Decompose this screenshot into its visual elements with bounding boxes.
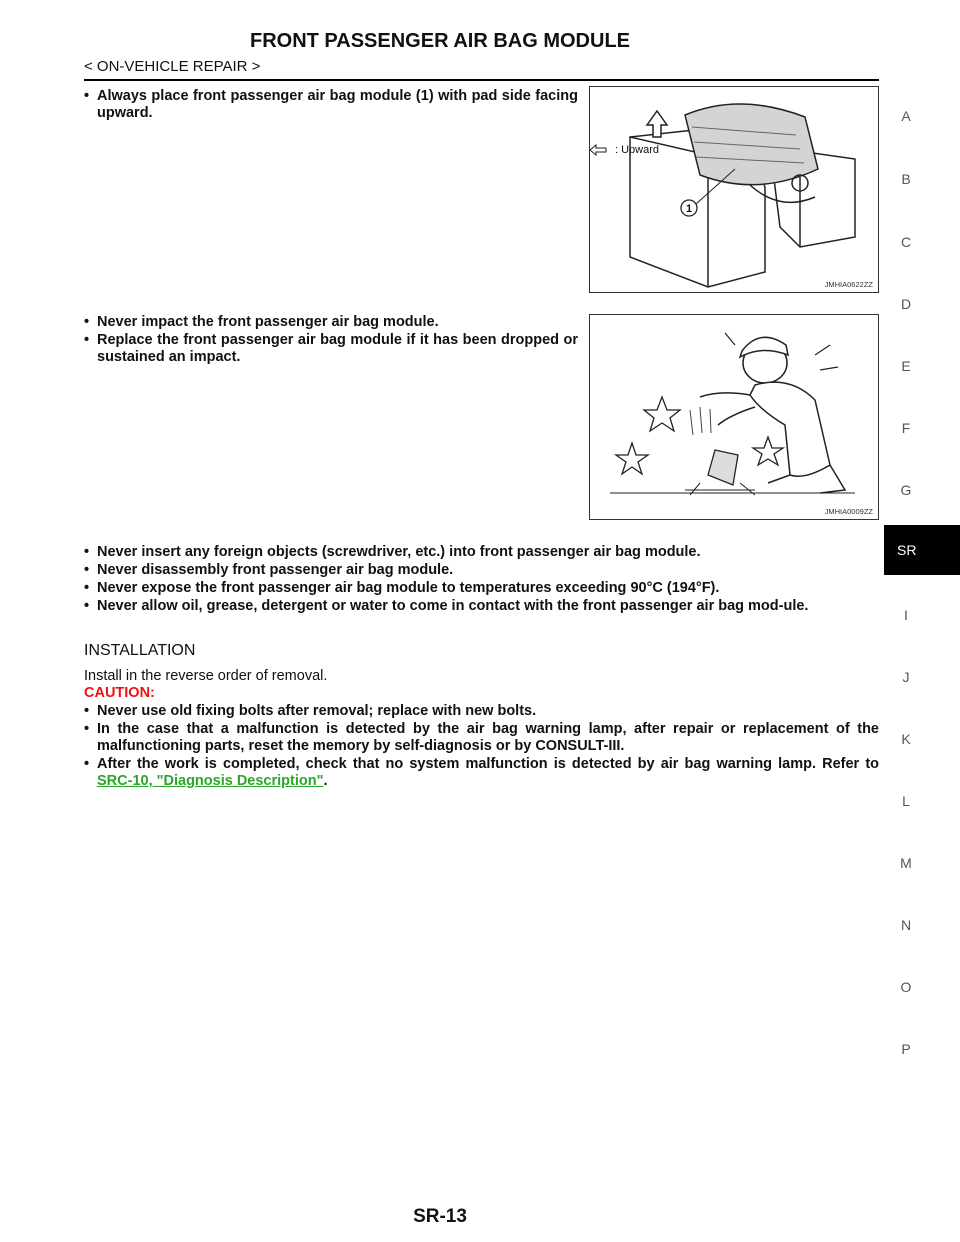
- index-tab-d[interactable]: D: [900, 296, 912, 312]
- index-tab-j[interactable]: J: [902, 669, 910, 685]
- bullet-item: • In the case that a malfunction is detected by the air bag warning lamp, after repair or replacement of the malfunctioning parts, reset the memory by self-diagnosis or by CONSULT-III.: [84, 721, 879, 755]
- figure-id: JMHIA0009ZZ: [824, 507, 873, 516]
- bullet-text: After the work is completed, check that no system malfunction is detected by air bag warning lamp. Refer to: [97, 756, 879, 772]
- dropped-module-figure: [589, 314, 879, 520]
- figure-id: JMHIA0622ZZ: [824, 280, 873, 289]
- installation-heading: INSTALLATION: [84, 642, 196, 659]
- index-tab-i[interactable]: I: [904, 607, 908, 623]
- prohibition-bullets: [84, 544, 879, 616]
- index-tab-l[interactable]: L: [902, 793, 910, 809]
- index-tab-o[interactable]: O: [900, 979, 912, 995]
- bullet-item: • Never allow oil, grease, detergent or water to come in contact with the front passenger air bag mod-ule.: [84, 598, 879, 615]
- section-index-tabs: [884, 0, 960, 1242]
- caution-label: CAUTION:: [84, 685, 155, 701]
- bullet-item: • Replace the front passenger air bag module if it has been dropped or sustained an impact.: [84, 332, 578, 366]
- index-tab-sr-active[interactable]: SR: [884, 525, 960, 575]
- worker-dropping-module-illustration: [590, 315, 877, 518]
- bullet-item: • Always place front passenger air bag module (1) with pad side facing upward.: [84, 88, 578, 122]
- section-breadcrumb: < ON-VEHICLE REPAIR >: [84, 58, 261, 75]
- placement-bullets: [84, 88, 578, 123]
- index-tab-k[interactable]: K: [901, 731, 911, 747]
- bullet-item: • Never disassembly front passenger air bag module.: [84, 562, 879, 579]
- page-number: SR-13: [413, 1206, 467, 1227]
- diagnosis-description-link[interactable]: SRC-10, "Diagnosis Description": [97, 773, 324, 789]
- installation-text: Install in the reverse order of removal.: [84, 668, 328, 684]
- index-tab-g[interactable]: G: [900, 482, 912, 498]
- bullet-item: • Never use old fixing bolts after removal; replace with new bolts.: [84, 703, 879, 720]
- bullet-item-with-link: [84, 756, 879, 790]
- impact-bullets: [84, 314, 578, 367]
- index-tab-p[interactable]: P: [901, 1041, 911, 1057]
- index-tab-m[interactable]: M: [900, 855, 912, 871]
- index-tab-e[interactable]: E: [901, 358, 911, 374]
- index-tab-a[interactable]: A: [901, 108, 911, 124]
- index-tab-f[interactable]: F: [901, 420, 911, 436]
- bullet-item: • Never insert any foreign objects (screwdriver, etc.) into front passenger air bag module.: [84, 544, 879, 561]
- index-tab-n[interactable]: N: [900, 917, 912, 933]
- index-tab-c[interactable]: C: [900, 234, 912, 250]
- bullet-item: • Never expose the front passenger air bag module to temperatures exceeding 90°C (194°F).: [84, 580, 879, 597]
- airbag-module-illustration: [590, 87, 877, 291]
- upward-legend: [589, 144, 659, 156]
- header-divider: [84, 79, 879, 81]
- index-tab-b[interactable]: B: [901, 171, 911, 187]
- bullet-item: • Never impact the front passenger air bag module.: [84, 314, 578, 331]
- installation-bullets: [84, 703, 879, 791]
- airbag-module-figure: [589, 86, 879, 293]
- callout-number-1: 1: [685, 203, 693, 215]
- legend-label: : Upward: [615, 144, 660, 156]
- bullet-end: .: [323, 773, 328, 789]
- upward-arrow-icon: [589, 144, 607, 156]
- page-title: FRONT PASSENGER AIR BAG MODULE: [249, 30, 630, 52]
